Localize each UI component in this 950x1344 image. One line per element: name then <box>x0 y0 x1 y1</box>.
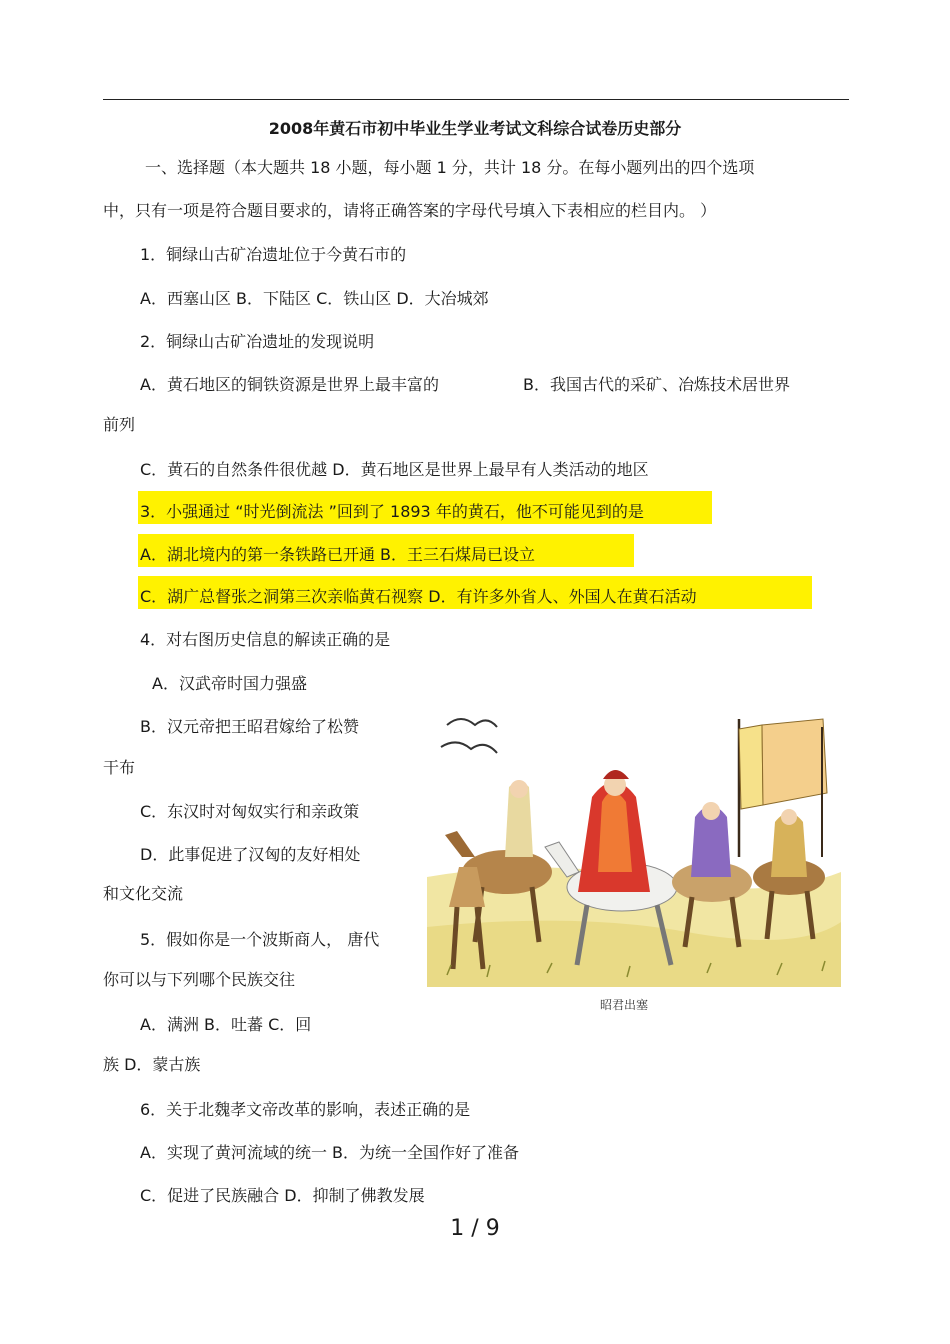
q5-stem-continued: 你可以与下列哪个民族交往 <box>103 970 296 989</box>
q5-stem: 5．假如你是一个波斯商人， 唐代 <box>140 930 380 949</box>
q6-stem: 6．关于北魏孝文帝改革的影响，表述正确的是 <box>140 1100 471 1119</box>
q4-stem: 4．对右图历史信息的解读正确的是 <box>140 630 391 649</box>
q5-options: A．满洲 B．吐蕃 C．回 <box>140 1015 312 1034</box>
page-title: 2008年黄石市初中毕业生学业考试文科综合试卷历史部分 <box>268 119 682 138</box>
q6-options-ab: A．实现了黄河流域的统一 B．为统一全国作好了准备 <box>140 1143 520 1162</box>
q4-option-c: C．东汉时对匈奴实行和亲政策 <box>140 802 360 821</box>
q4-option-b-continued: 干布 <box>103 758 136 777</box>
page-number: 1 / 9 <box>450 1216 500 1241</box>
q3-options-ab: A．湖北境内的第一条铁路已开通 B．王三石煤局已设立 <box>140 545 536 564</box>
header-rule <box>103 99 849 100</box>
q1-options: A．西塞山区 B．下陆区 C．铁山区 D．大冶城郊 <box>140 289 489 308</box>
q6-options-cd: C．促进了民族融合 D．抑制了佛教发展 <box>140 1186 425 1205</box>
section-instructions-line1: 一、选择题（本大题共 18 小题，每小题 1 分，共计 18 分。在每小题列出的四个选项 <box>145 158 755 177</box>
q4-option-a: A．汉武帝时国力强盛 <box>152 674 307 693</box>
q5-options-continued: 族 D．蒙古族 <box>103 1055 201 1074</box>
q2-stem: 2．铜绿山古矿冶遗址的发现说明 <box>140 332 375 351</box>
q2-option-b: B．我国古代的采矿、冶炼技术居世界 <box>523 375 790 394</box>
q4-option-d: D．此事促进了汉匈的友好相处 <box>140 845 361 864</box>
q3-options-cd: C．湖广总督张之洞第三次亲临黄石视察 D．有许多外省人、外国人在黄石活动 <box>140 587 697 606</box>
q2-option-a: A．黄石地区的铜铁资源是世界上最丰富的 <box>140 375 439 394</box>
section-instructions-line2: 中，只有一项是符合题目要求的，请将正确答案的字母代号填入下表相应的栏目内。 ） <box>103 201 717 220</box>
figure-caption: 昭君出塞 <box>600 998 649 1012</box>
q3-stem: 3．小强通过 “时光倒流法 ”回到了 1893 年的黄石，他不可能见到的是 <box>140 502 644 521</box>
q4-option-d-continued: 和文化交流 <box>103 884 184 903</box>
q1-stem: 1．铜绿山古矿冶遗址位于今黄石市的 <box>140 245 407 264</box>
zhaojun-illustration <box>427 707 841 987</box>
q2-options-cd: C．黄石的自然条件很优越 D．黄石地区是世界上最早有人类活动的地区 <box>140 460 649 479</box>
q2-option-b-continued: 前列 <box>103 415 136 434</box>
q4-option-b: B．汉元帝把王昭君嫁给了松赞 <box>140 717 359 736</box>
